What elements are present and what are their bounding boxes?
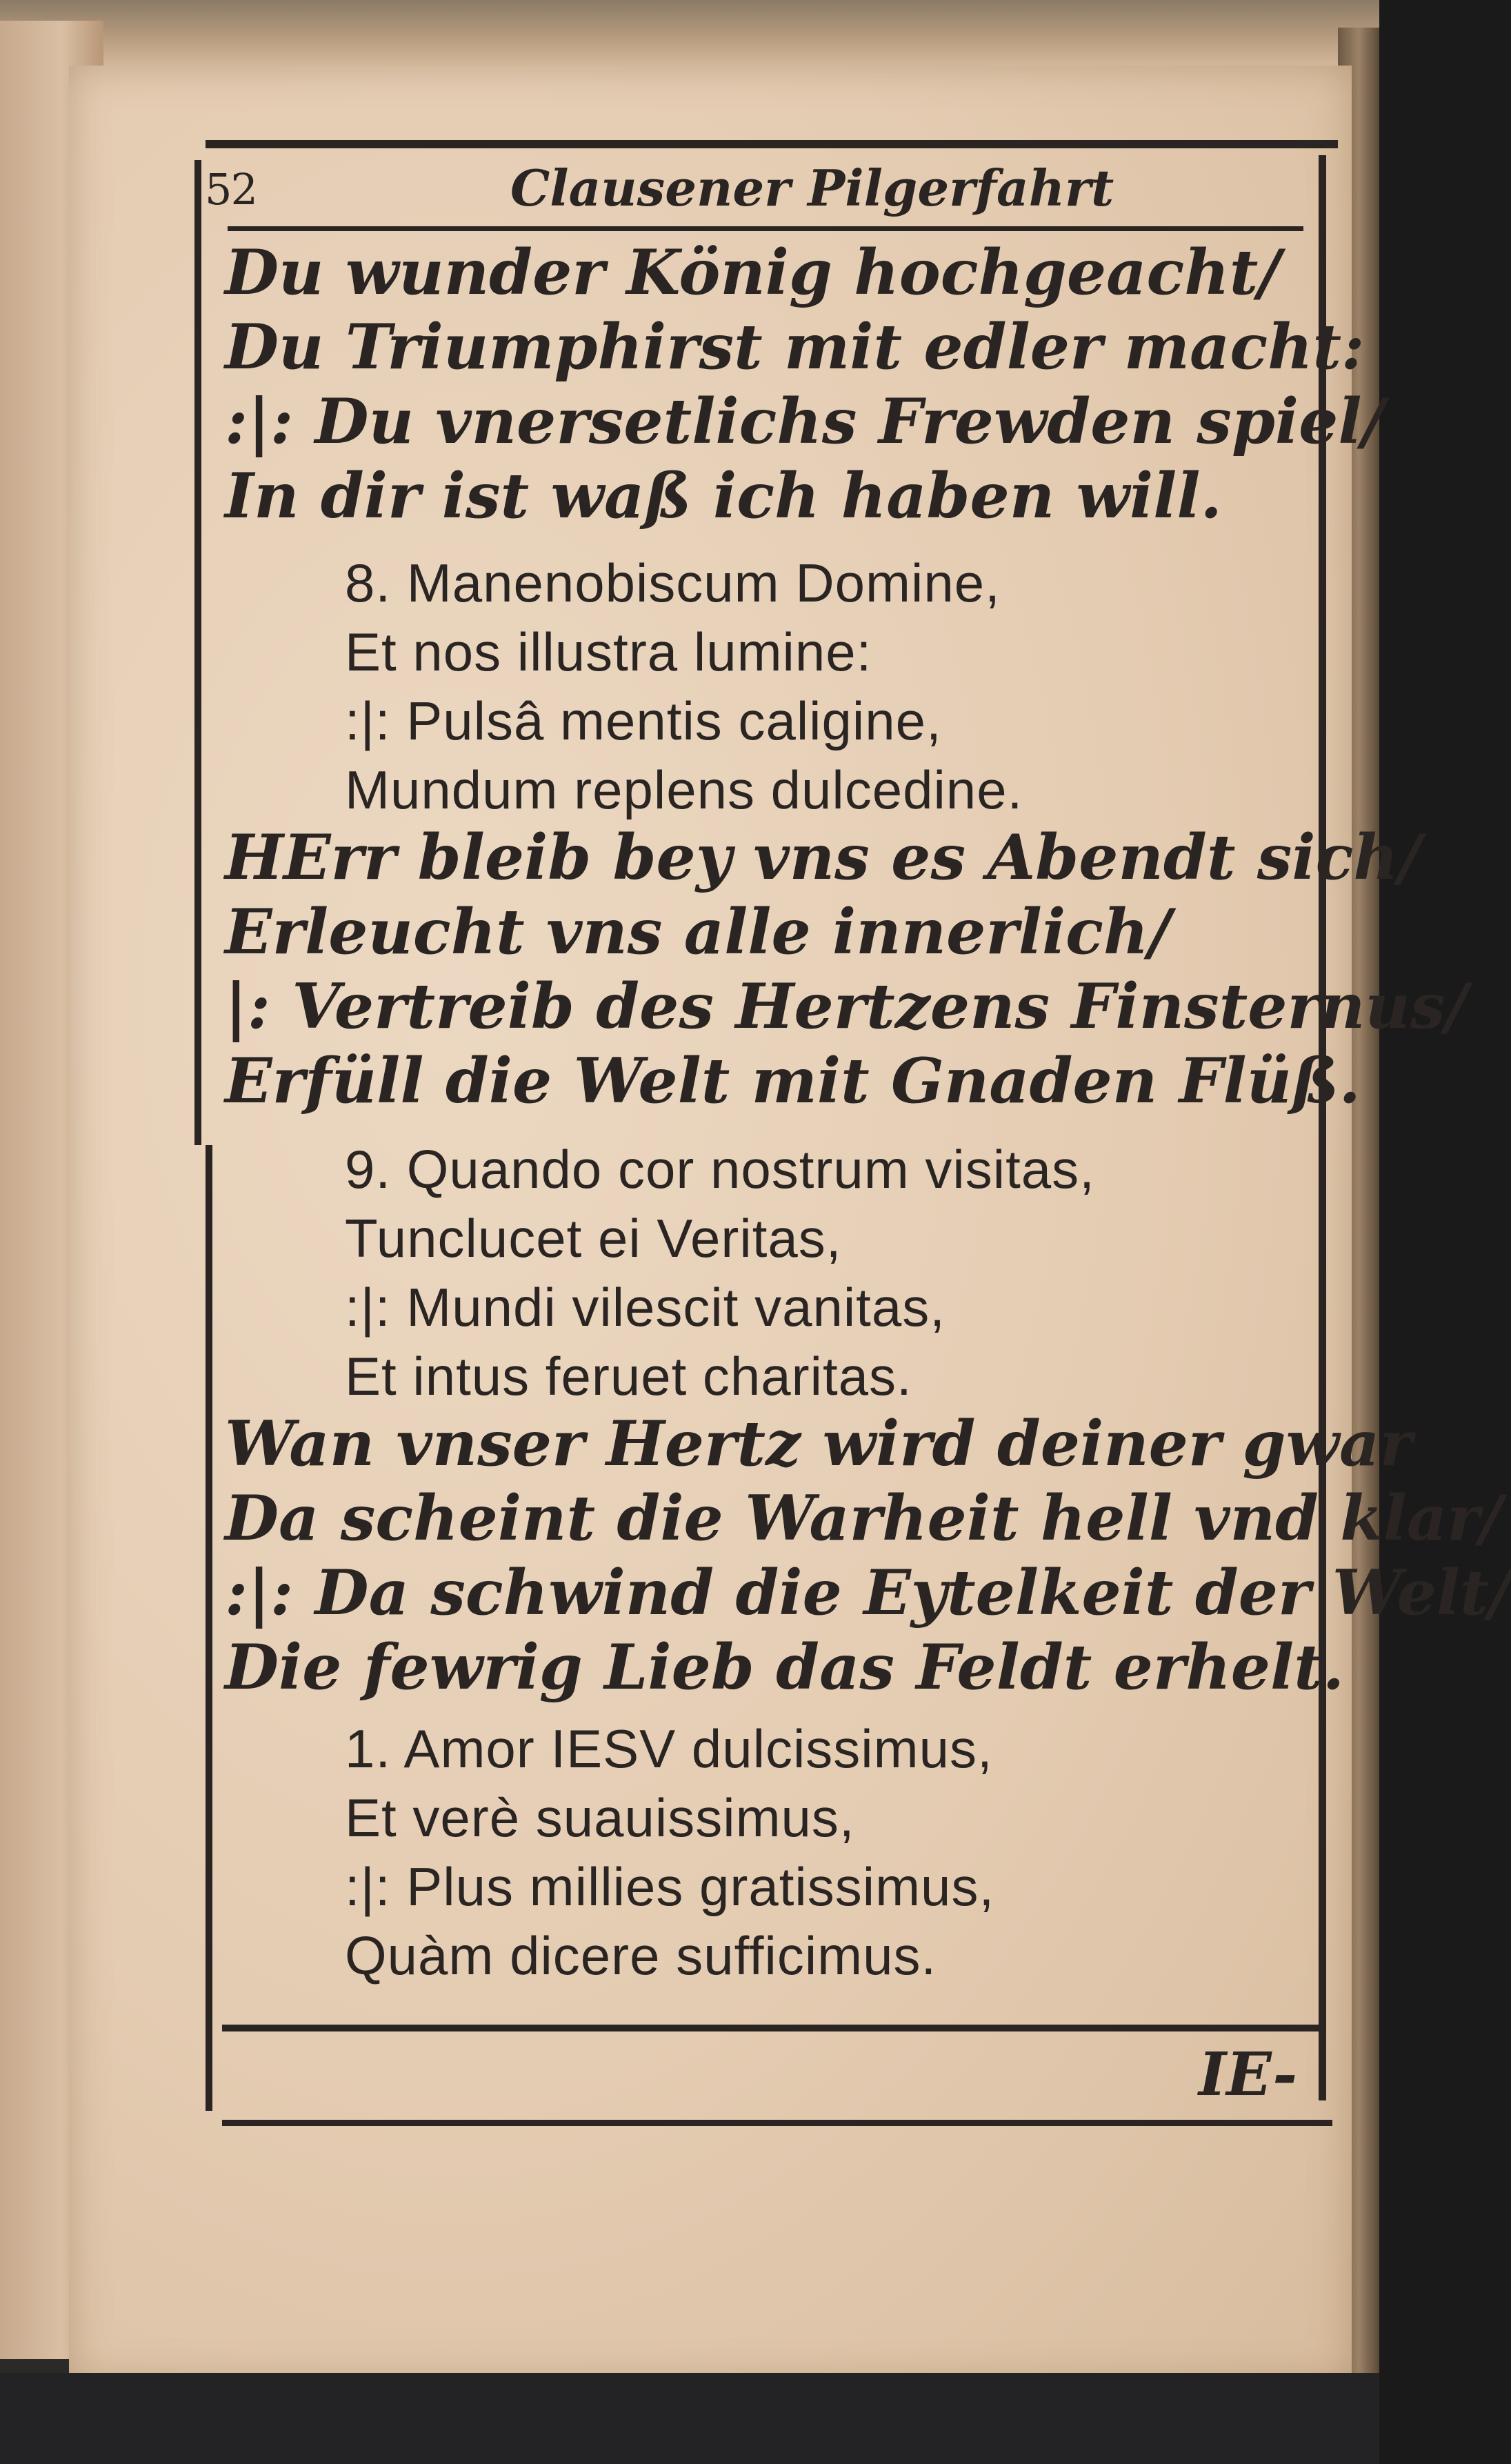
book-top-edge (0, 0, 1379, 66)
verse-line: Et nos illustra lumine: (345, 622, 872, 682)
header-rule (228, 226, 1303, 231)
verse-line: Et intus feruet charitas. (345, 1346, 912, 1407)
verse-line: |: Vertreib des Hertzens Finsternus/ (225, 970, 1468, 1043)
frame-top-rule (206, 140, 1338, 148)
page-number: 52 (205, 164, 257, 215)
catchword: IE- (1199, 2040, 1298, 2109)
verse-line: Wan vnser Hertz wird deiner gwar (225, 1407, 1412, 1480)
frame-bottom-rule (222, 2025, 1325, 2031)
verse-line: Tunclucet ei Veritas, (345, 1208, 842, 1269)
verse-line: Die fewrig Lieb das Feldt erhelt. (225, 1631, 1345, 1704)
verse-line: 9. Quando cor nostrum visitas, (345, 1139, 1095, 1200)
verse-line: :|: Du vnersetlichs Frewden spiel/ (225, 385, 1385, 458)
verse-line: :|: Pulsâ mentis caligine, (345, 690, 942, 751)
verse-line: In dir ist waß ich haben will. (225, 459, 1222, 533)
verse-line: Du Triumphirst mit edler macht: (225, 310, 1365, 384)
verse-line: Da scheint die Warheit hell vnd klar/ (225, 1482, 1503, 1555)
verse-line: Quàm dicere sufficimus. (345, 1925, 937, 1986)
verse-line: :|: Plus millies gratissimus, (345, 1856, 995, 1917)
verse-line: Et verè suauissimus, (345, 1787, 855, 1848)
frame-left-rule-lower (206, 1145, 212, 2111)
verse-line: HErr bleib bey vns es Abendt sich/ (225, 821, 1421, 894)
background-surface (0, 2373, 1379, 2464)
running-title: Clausener Pilgerfahrt (510, 159, 1114, 217)
verse-line: 8. Manenobiscum Domine, (345, 553, 1001, 613)
frame-left-rule-upper (194, 160, 201, 1145)
frame-outer-bottom-rule (222, 2120, 1332, 2126)
verse-line: :|: Da schwind die Eytelkeit der Welt/ (225, 1556, 1511, 1629)
verse-line: Erfüll die Welt mit Gnaden Flüß. (225, 1044, 1361, 1117)
verse-line: :|: Mundi vilescit vanitas, (345, 1277, 945, 1338)
verse-line: Du wunder König hochgeacht/ (225, 236, 1281, 309)
verse-line: 1. Amor IESV dulcissimus, (345, 1718, 993, 1779)
verse-line: Mundum replens dulcedine. (345, 759, 1023, 820)
verse-line: Erleucht vns alle innerlich/ (225, 895, 1172, 968)
